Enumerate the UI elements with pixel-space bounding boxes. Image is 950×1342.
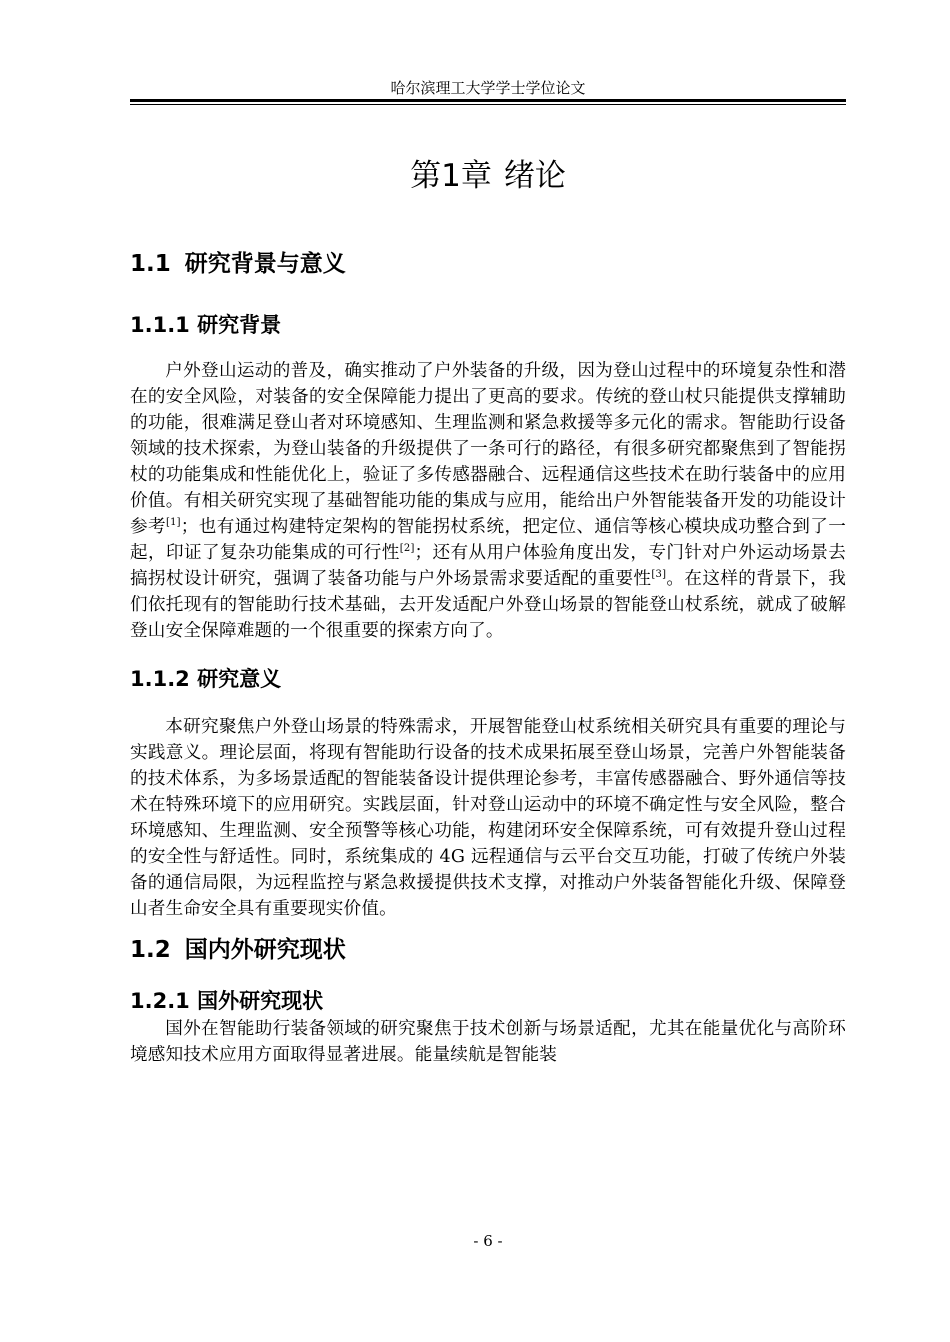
page-body [130,148,846,1068]
citation-ref-2[interactable]: [2] [399,543,415,555]
section-heading-1-1 [130,248,846,280]
running-head: 哈尔滨理工大学学士学位论文 [390,79,586,97]
paragraph-research-background [130,358,846,644]
section-title: 国内外研究现状 [184,937,346,963]
paragraph-research-significance: 本研究聚焦户外登山场景的特殊需求，开展智能登山杖系统相关研究具有重要的理论与实践意义。理论层面，将现有智能助行设备的技术成果拓展至登山场景，完善户外智能装备的技术体系，为多场景适配的智能装备设计提供理论参考，丰富传感器融合、野外通信等技术在特殊环境下的应用研究。实践层面，针对登山运动中的环境不确定性与安全风险，整合环境感知、生理监测、安全预警等核心功能，构建闭环安全保障系统，可有效提升登山过程的安全性与舒适性。同时，系统集成的 4G 远程通信与云平台交互功能，打破了传统户外装备的通信局限，为远程监控与紧急救援提供技术支撑，对推动户外装备智能化升级、保障登山者生命安全具有重要现实价值。 [130,717,846,919]
section-number: 1.1 [130,251,171,277]
page-number: - 6 - [473,1232,503,1250]
chapter-title [130,148,846,208]
section-title: 研究背景与意义 [184,251,346,277]
header-rule-thin [130,104,846,105]
section-heading-1-2 [130,934,846,966]
paragraph-text: ；还有从用户体验角度出发，专门针对户外运动场景去搞拐杖设计研究，强调了装备功能与户外场景需求要适配的重要性 [130,543,846,589]
paragraph-text: 户外登山运动的普及，确实推动了户外装备的升级，因为登山过程中的环境复杂性和潜在的安全风险，对装备的安全保障能力提出了更高的要求。传统的登山杖只能提供支撑辅助的功能，很难满足登山者对环境感知、生理监测和紧急救援等多元化的需求。智能助行设备领域的技术探索，为登山装备的升级提供了一条可行的路径，有很多研究都聚焦到了智能拐杖的功能集成和性能优化上，验证了多传感器融合、远程通信这些技术在助行装备中的应用价值。有相关研究实现了基础智能功能的集成与应用，能给出户外智能装备开发的功能设计参考 [130,361,846,537]
header-rule-thick [130,99,846,102]
paragraph-text: ；也有通过构建特定架构的智能拐杖系统，把定位、通信等核心模块成功整合到了一起，印证了复杂功能集成的可行性 [130,517,847,563]
subsection-heading-1-1-1: 1.1.1 研究背景 [130,313,282,337]
subsection-heading-1-2-1: 1.2.1 国外研究现状 [130,989,324,1013]
paragraph-foreign-research: 国外在智能助行装备领域的研究聚焦于技术创新与场景适配，尤其在能量优化与高阶环境感知技术应用方面取得显著进展。能量续航是智能装 [130,1019,846,1065]
subsection-heading-1-1-2: 1.1.2 研究意义 [130,667,282,691]
section-number: 1.2 [130,937,171,963]
citation-ref-3[interactable]: [3] [651,569,667,581]
chapter-title-text: 绪论 [503,158,566,194]
citation-ref-1[interactable]: [1] [165,517,181,529]
chapter-number: 第1章 [410,158,492,194]
paragraph-text: 。在这样的背景下，我们依托现有的智能助行技术基础，去开发适配户外登山场景的智能登山杖系统，就成了破解登山安全保障难题的一个很重要的探索方向了。 [130,569,846,641]
